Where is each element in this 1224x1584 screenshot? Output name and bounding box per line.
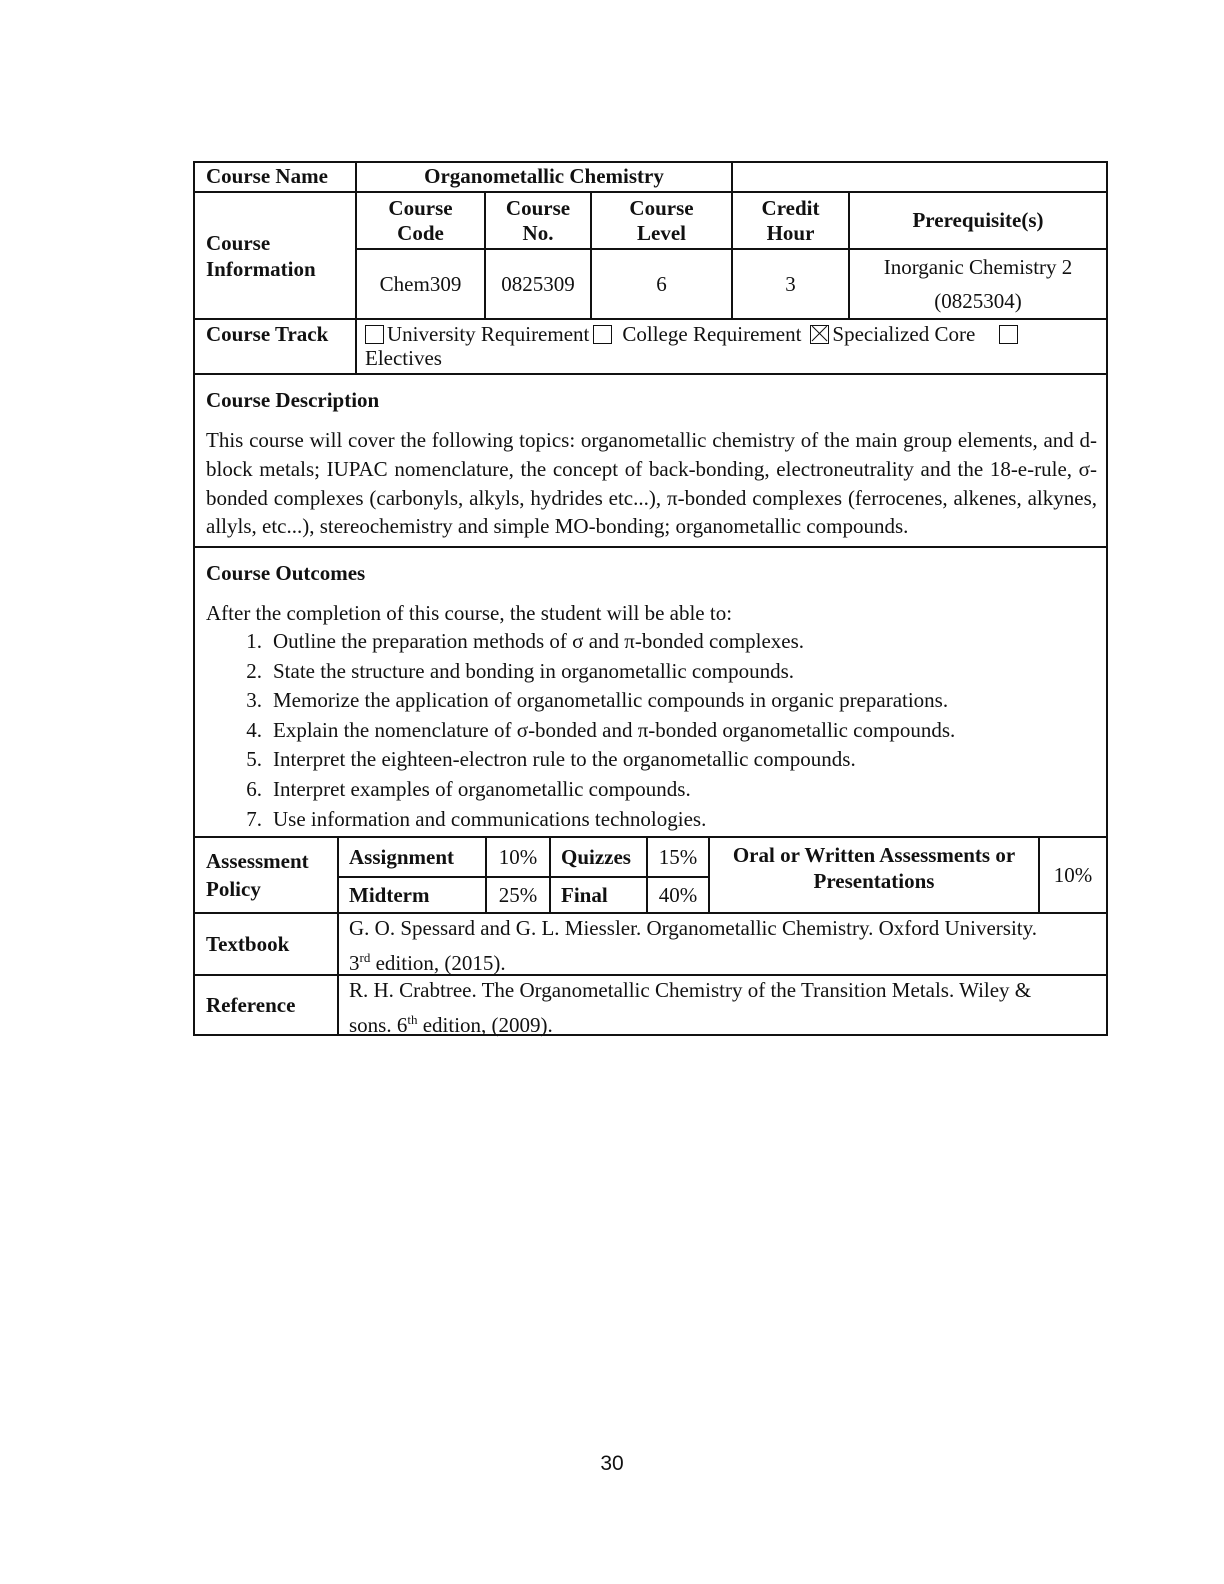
outcome-item [206,716,1097,746]
outcome-item [206,775,1097,805]
textbook-label: Textbook [206,931,290,956]
final-value: 40% [646,878,708,912]
track-option-specialized[interactable]: Specialized Core [801,322,975,346]
checkbox-specialized-core[interactable] [810,325,829,344]
course-track-options [355,320,1106,373]
course-outcomes-intro: After the completion of this course, the student will be able to: [206,601,733,625]
course-track-label: Course Track [206,322,329,346]
course-spec-table [193,161,1108,1036]
reference-edition-rest: edition, (2009). [417,1013,553,1037]
outcome-number: 1. [246,629,262,653]
outcome-text: Use information and communications technologies. [273,806,707,831]
value-course-no: 0825309 [484,250,590,318]
reference-edition-sup: th [407,1012,418,1027]
checkbox-college-requirement[interactable] [593,325,612,344]
header-credit-hour: Credit Hour [731,193,848,248]
final-label: Final [549,878,646,912]
header-prerequisites: Prerequisite(s) [848,193,1106,248]
course-information-row [195,191,1106,318]
outcome-text: Outline the preparation methods of σ and π-bonded complexes. [273,629,805,653]
textbook-row [195,912,1106,974]
outcome-text: Memorize the application of organometallic compounds in organic preparations. [273,688,949,713]
course-outcomes-list [206,627,1097,834]
value-course-code: Chem309 [355,250,484,318]
value-course-level: 6 [590,250,731,318]
track-option-university[interactable]: University Requirement [365,322,589,346]
outcome-item [206,657,1097,687]
midterm-value: 25% [485,878,549,912]
prereq-line-2: (0825304) [934,289,1022,313]
prereq-line-1: Inorganic Chemistry 2 [883,255,1073,279]
track-option-electives-box[interactable] [975,322,1021,346]
header-course-no: Course No. [484,193,590,248]
assignment-label: Assignment [337,838,485,876]
track-option-college[interactable]: College Requirement [589,322,801,346]
course-outcomes-row [195,546,1106,836]
assignment-value: 10% [485,838,549,876]
outcome-text: State the structure and bonding in organometallic compounds. [273,658,795,683]
course-name-empty-cell [731,163,1106,191]
assessment-row [195,836,1106,912]
quizzes-value: 15% [646,838,708,876]
outcome-text: Interpret the eighteen-electron rule to the organometallic compounds. [273,747,856,772]
oral-written-label: Oral or Written Assessments or Presentations [708,838,1038,912]
track-option-electives-label: Electives [365,346,442,370]
assessment-label [195,838,337,912]
course-name-row [195,163,1106,191]
reference-line-2: sons. 6 [349,1013,408,1037]
course-description-cell [195,375,1106,546]
reference-label: Reference [206,992,296,1017]
textbook-line-1: G. O. Spessard and G. L. Miessler. Organometallic Chemistry. Oxford University. [349,916,1038,940]
textbook-edition-num: 3 [349,951,360,975]
outcome-number: 6. [246,776,262,801]
assessment-row-top [337,838,708,878]
assessment-grid [337,838,708,912]
course-description-heading: Course Description [206,388,380,412]
course-information-label-text: Course Information [206,230,316,281]
header-course-level: Course Level [590,193,731,248]
course-name-value: Organometallic Chemistry [355,163,731,191]
outcome-number: 5. [246,747,262,772]
course-information-values [355,250,1106,318]
course-outcomes-heading: Course Outcomes [206,561,366,585]
course-description-text: This course will cover the following topics: organometallic chemistry of the main group elements, and d-block metals; IUPAC nomenclature, the concept of back-bonding, electroneutrality and the 18-e-rule, σ-bonded complexes (carbonyls, alkyls, hydrides etc...), π-bonded complexes (ferrocenes, alkenes, alkynes, allyls, etc...), stereochemistry and simple MO-bonding; organometallic compounds. [206,428,1097,539]
assessment-label-text: Assessment Policy [206,849,309,901]
oral-written-value: 10% [1038,838,1106,912]
midterm-label: Midterm [337,878,485,912]
outcome-number: 4. [246,717,262,742]
checkbox-electives[interactable] [999,325,1018,344]
textbook-citation [337,914,1106,974]
reference-line-1: R. H. Crabtree. The Organometallic Chemistry of the Transition Metals. Wiley & [349,978,1032,1002]
course-information-headers [355,193,1106,250]
course-description-row [195,373,1106,546]
outcome-number: 2. [246,658,262,683]
outcome-item [206,805,1097,835]
course-track-row [195,318,1106,373]
page-number: 30 [600,1452,624,1475]
quizzes-label: Quizzes [549,838,646,876]
outcome-number: 3. [246,688,262,713]
course-name-label: Course Name [206,164,328,188]
outcome-item [206,627,1097,657]
course-information-label [195,193,355,318]
course-outcomes-cell [195,548,1106,836]
course-information-grid [355,193,1106,318]
outcome-number: 7. [246,806,262,831]
assessment-row-bottom [337,878,708,912]
textbook-edition-sup: rd [359,950,371,965]
reference-citation [337,976,1106,1037]
outcome-item [206,686,1097,716]
outcome-text: Explain the nomenclature of σ-bonded and π-bonded organometallic compounds. [273,717,956,742]
textbook-edition-rest: edition, (2015). [370,951,506,975]
outcome-text: Interpret examples of organometallic compounds. [273,776,691,801]
checkbox-university-requirement[interactable] [365,325,384,344]
header-course-code: Course Code [355,193,484,248]
reference-row [195,974,1106,1037]
value-credit-hour: 3 [731,250,848,318]
value-prerequisites [848,250,1106,318]
outcome-item [206,745,1097,775]
